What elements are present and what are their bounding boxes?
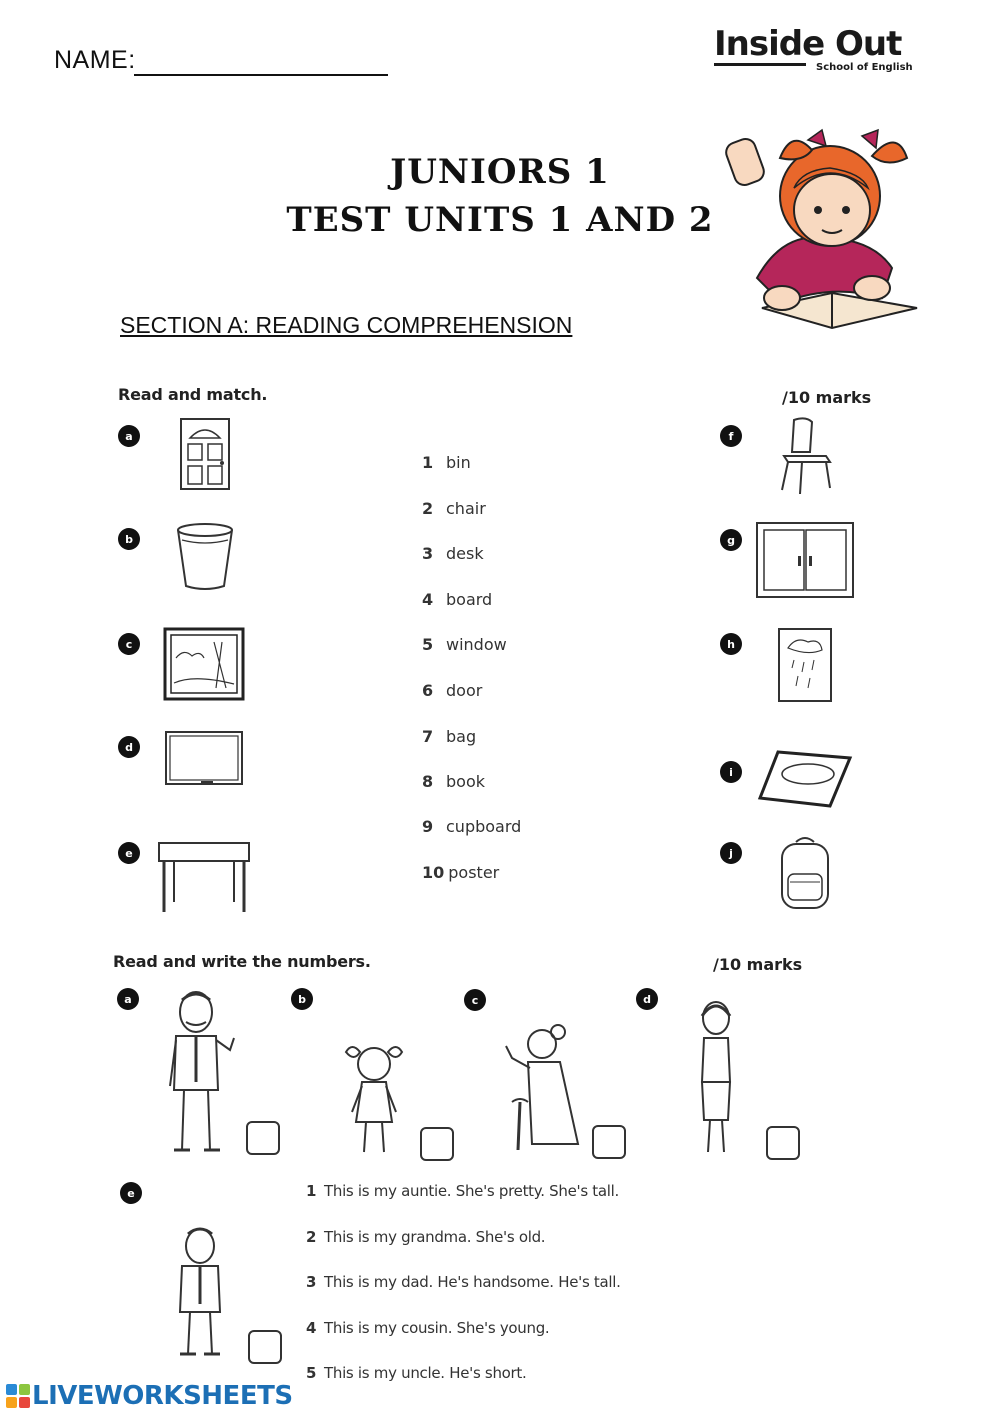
answer-box-e[interactable] [248,1330,282,1364]
sentence-4: 4 This is my cousin. She's young. [306,1319,550,1337]
word-item-1: 1 bin [422,453,471,472]
exercise1-marks: /10 marks [782,388,872,407]
liveworksheets-logo-icon [6,1384,30,1408]
item-badge-i: i [720,761,742,783]
exercise2-marks: /10 marks [713,955,803,974]
person-badge-a: a [117,988,139,1010]
item-badge-f: f [720,425,742,447]
school-logo-subtext: School of English [816,62,913,73]
girl-reading-illustration [722,118,922,333]
board-picture [165,731,243,789]
item-badge-a: a [118,425,140,447]
item-badge-e: e [118,842,140,864]
section-a-heading: SECTION A: READING COMPREHENSION [120,312,573,338]
young-girl-picture [338,1040,410,1158]
tall-man-picture [160,990,240,1155]
door-picture [180,418,230,490]
word-item-4: 4 board [422,590,493,609]
bag-picture [776,834,834,912]
chair-picture [778,416,834,494]
exercise1-instruction: Read and match. [118,385,268,404]
person-badge-b: b [291,988,313,1010]
window-picture [164,628,244,700]
desk-picture [158,842,250,914]
word-item-3: 3 desk [422,544,484,563]
item-badge-c: c [118,633,140,655]
exercise2-instruction: Read and write the numbers. [113,952,371,971]
answer-box-d[interactable] [766,1126,800,1160]
liveworksheets-brand: LIVEWORKSHEETS [32,1381,293,1411]
sentence-3: 3 This is my dad. He's handsome. He's tall. [306,1273,621,1291]
bin-picture [176,522,234,590]
title-line-1: JUNIORS 1 [390,152,610,192]
person-badge-d: d [636,988,658,1010]
sentence-2: 2 This is my grandma. She's old. [306,1228,546,1246]
item-badge-b: b [118,528,140,550]
title-line-2: TEST UNITS 1 AND 2 [286,200,714,240]
word-item-10: 10 poster [422,863,500,882]
word-item-7: 7 bag [422,727,477,746]
word-item-9: 9 cupboard [422,817,522,836]
item-badge-g: g [720,529,742,551]
poster-picture [778,628,832,702]
item-badge-j: j [720,842,742,864]
name-label: NAME: [54,46,136,74]
item-badge-h: h [720,633,742,655]
grandma-picture [498,1020,590,1154]
sentence-5: 5 This is my uncle. He's short. [306,1364,527,1382]
name-input-line[interactable] [134,74,388,76]
answer-box-a[interactable] [246,1121,280,1155]
person-badge-c: c [464,989,486,1011]
book-picture [758,750,852,808]
cupboard-picture [756,522,854,598]
person-badge-e: e [120,1182,142,1204]
sentence-1: 1 This is my auntie. She's pretty. She's tall. [306,1182,619,1200]
answer-box-c[interactable] [592,1125,626,1159]
word-item-8: 8 book [422,772,485,791]
answer-box-b[interactable] [420,1127,454,1161]
word-item-2: 2 chair [422,499,486,518]
word-item-6: 6 door [422,681,483,700]
school-logo: Inside Out [714,24,902,64]
item-badge-d: d [118,736,140,758]
short-man-picture [170,1226,230,1360]
logo-underline [714,63,806,66]
auntie-picture [688,996,744,1156]
word-item-5: 5 window [422,635,507,654]
